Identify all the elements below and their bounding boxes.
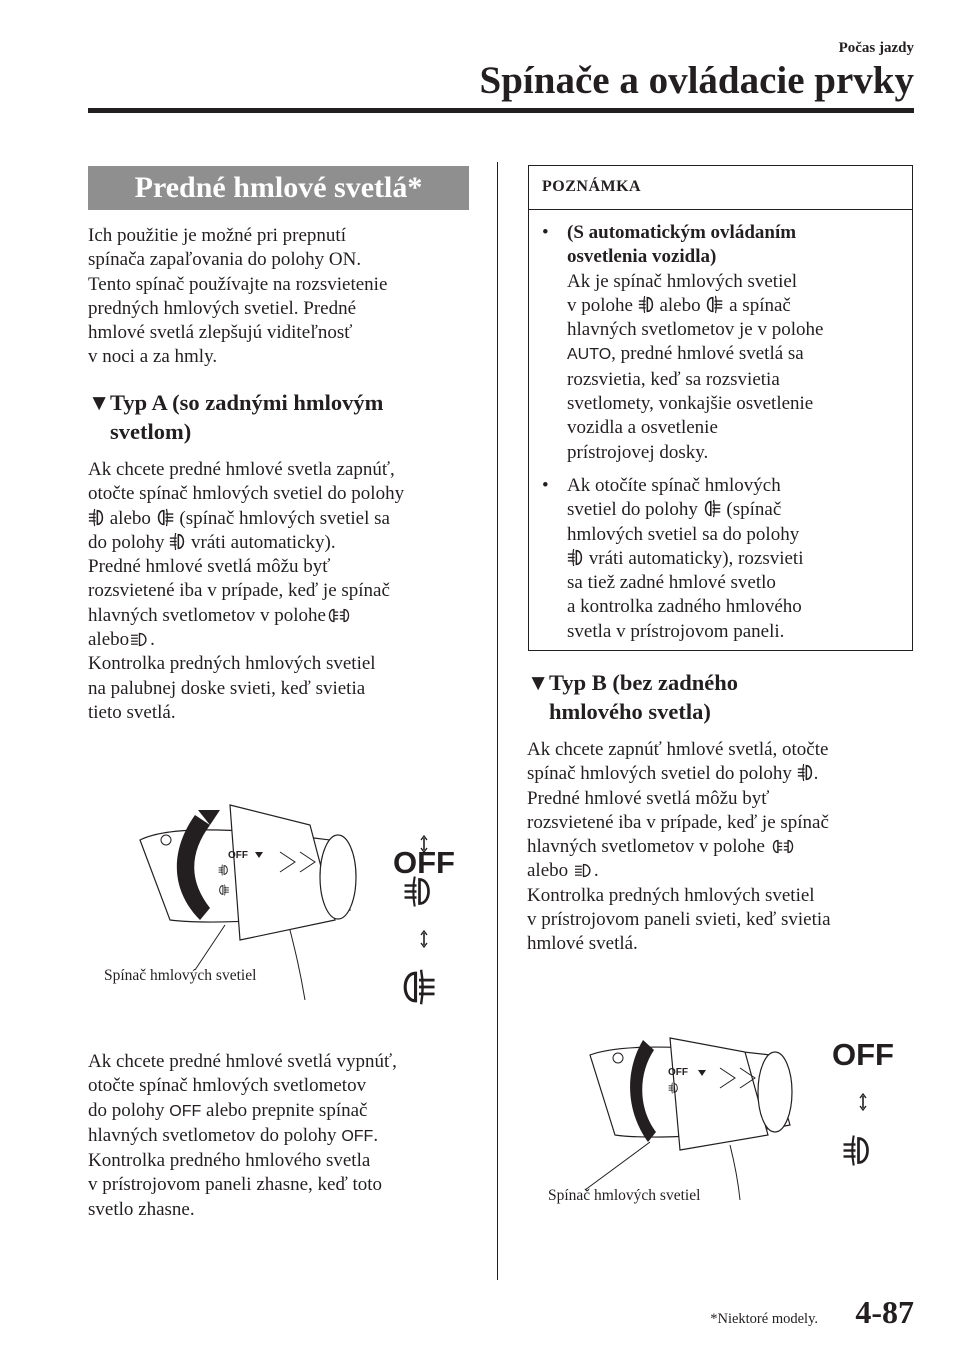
type-b-paragraph: Ak chcete zapnúť hmlové svetlá, otočte spínač hmlových svetiel do polohy . Predné hmlové svetlá môžu byť rozsvietené iba v prípade, keď je spínač hlavných svetlometov v polohe alebo . Kontrolka predných hmlových svetiel v prístrojovom paneli svieti, keď svietia hmlové svetlá.: [527, 739, 831, 955]
note-title: POZNÁMKA: [542, 178, 642, 195]
stalk-off-label: OFF: [228, 850, 248, 861]
off-label: OFF: [832, 1037, 894, 1072]
front-fog-icon: [169, 532, 186, 551]
headlamp-icon: [129, 631, 150, 648]
parking-lamp-icon: [770, 838, 796, 855]
front-fog-large-icon: [844, 1136, 868, 1166]
rear-fog-large-icon: [405, 970, 434, 1005]
type-a-heading: ▼Typ A (so zadnými hmlovým svetlom): [88, 390, 384, 444]
light-stalk-illustration: [100, 780, 480, 1020]
front-fog-icon: [638, 295, 655, 314]
section-title: Počas jazdy: [838, 40, 914, 56]
page-title: Spínače a ovládacie prvky: [479, 59, 914, 102]
intro-paragraph: Ich použitie je možné pri prepnutí spínača zapaľovania do polohy ON. Tento spínač používajte na rozsvietenie predných hmlových svetiel. Predné hmlové svetlá zlepšujú viditeľnosť v noci a za hmly.: [88, 225, 388, 368]
column-divider: [497, 162, 498, 1280]
triangle-down-icon: ▼: [527, 670, 550, 695]
type-a-paragraph: Ak chcete predné hmlové svetla zapnúť, otočte spínač hmlových svetiel do polohy alebo (spínač hmlových svetiel sa do polohy vráti automaticky). Predné hmlové svetlá môžu byť rozsvietené iba v prípade, keď je spínač hlavných svetlometov v polohe alebo . Kontrolka predných hmlových svetiel na palubnej doske svieti, keď svietia tieto svetlá.: [88, 459, 405, 723]
rear-fog-icon: [705, 295, 724, 314]
front-fog-icon: [567, 548, 584, 567]
note-item: • (S automatickým ovládaním osvetlenia vozidla) Ak je spínač hmlových svetiel v polohe alebo a spínač hlavných svetlometov je v polohe AUTO, predné hmlové svetlá sa rozsvietia, keď sa rozsvietia svetlomety, vonkajšie osvetlenie vozidla a osvetlenie prístrojovej dosky.: [542, 222, 824, 463]
fog-switch-figure-b: [540, 1030, 910, 1210]
page-number: 4-87: [855, 1294, 914, 1330]
front-fog-icon: [797, 763, 814, 782]
note-rule: [529, 209, 912, 210]
header-rule: [88, 108, 914, 113]
figure-caption: Spínač hmlových svetiel: [104, 967, 257, 984]
off-label: OFF: [393, 845, 455, 880]
triangle-down-icon: ▼: [88, 390, 111, 415]
parking-lamp-icon: [326, 607, 352, 624]
fog-switch-figure-a: [100, 780, 480, 1020]
type-b-heading: ▼Typ B (bez zadného hmlového svetla): [527, 670, 738, 724]
rear-fog-icon: [703, 499, 722, 518]
note-item: • Ak otočíte spínač hmlových svetiel do polohy (spínač hmlových svetiel sa do polohy vráti automaticky), rozsvieti sa tiež zadné hmlové svetlo a kontrolka zadného hmlového svetla v prístrojovom paneli.: [542, 475, 804, 642]
figure-caption: Spínač hmlových svetiel: [548, 1187, 701, 1204]
note-box: [528, 165, 913, 651]
section-banner: Predné hmlové svetlá*: [88, 166, 469, 210]
front-fog-large-icon: [405, 877, 429, 907]
stalk-off-label: OFF: [668, 1067, 688, 1078]
light-stalk-illustration: [540, 1030, 910, 1210]
rear-fog-icon: [156, 508, 175, 527]
off-paragraph: Ak chcete predné hmlové svetlá vypnúť, otočte spínač hmlových svetlometov do polohy OFF alebo prepnite spínač hlavných svetlometov do polohy OFF. Kontrolka predného hmlového svetla v prístrojovom paneli zhasne, keď toto svetlo zhasne.: [88, 1051, 397, 1220]
footnote: *Niektoré modely.: [710, 1311, 818, 1327]
front-fog-icon: [88, 508, 105, 527]
headlamp-icon: [573, 862, 594, 879]
